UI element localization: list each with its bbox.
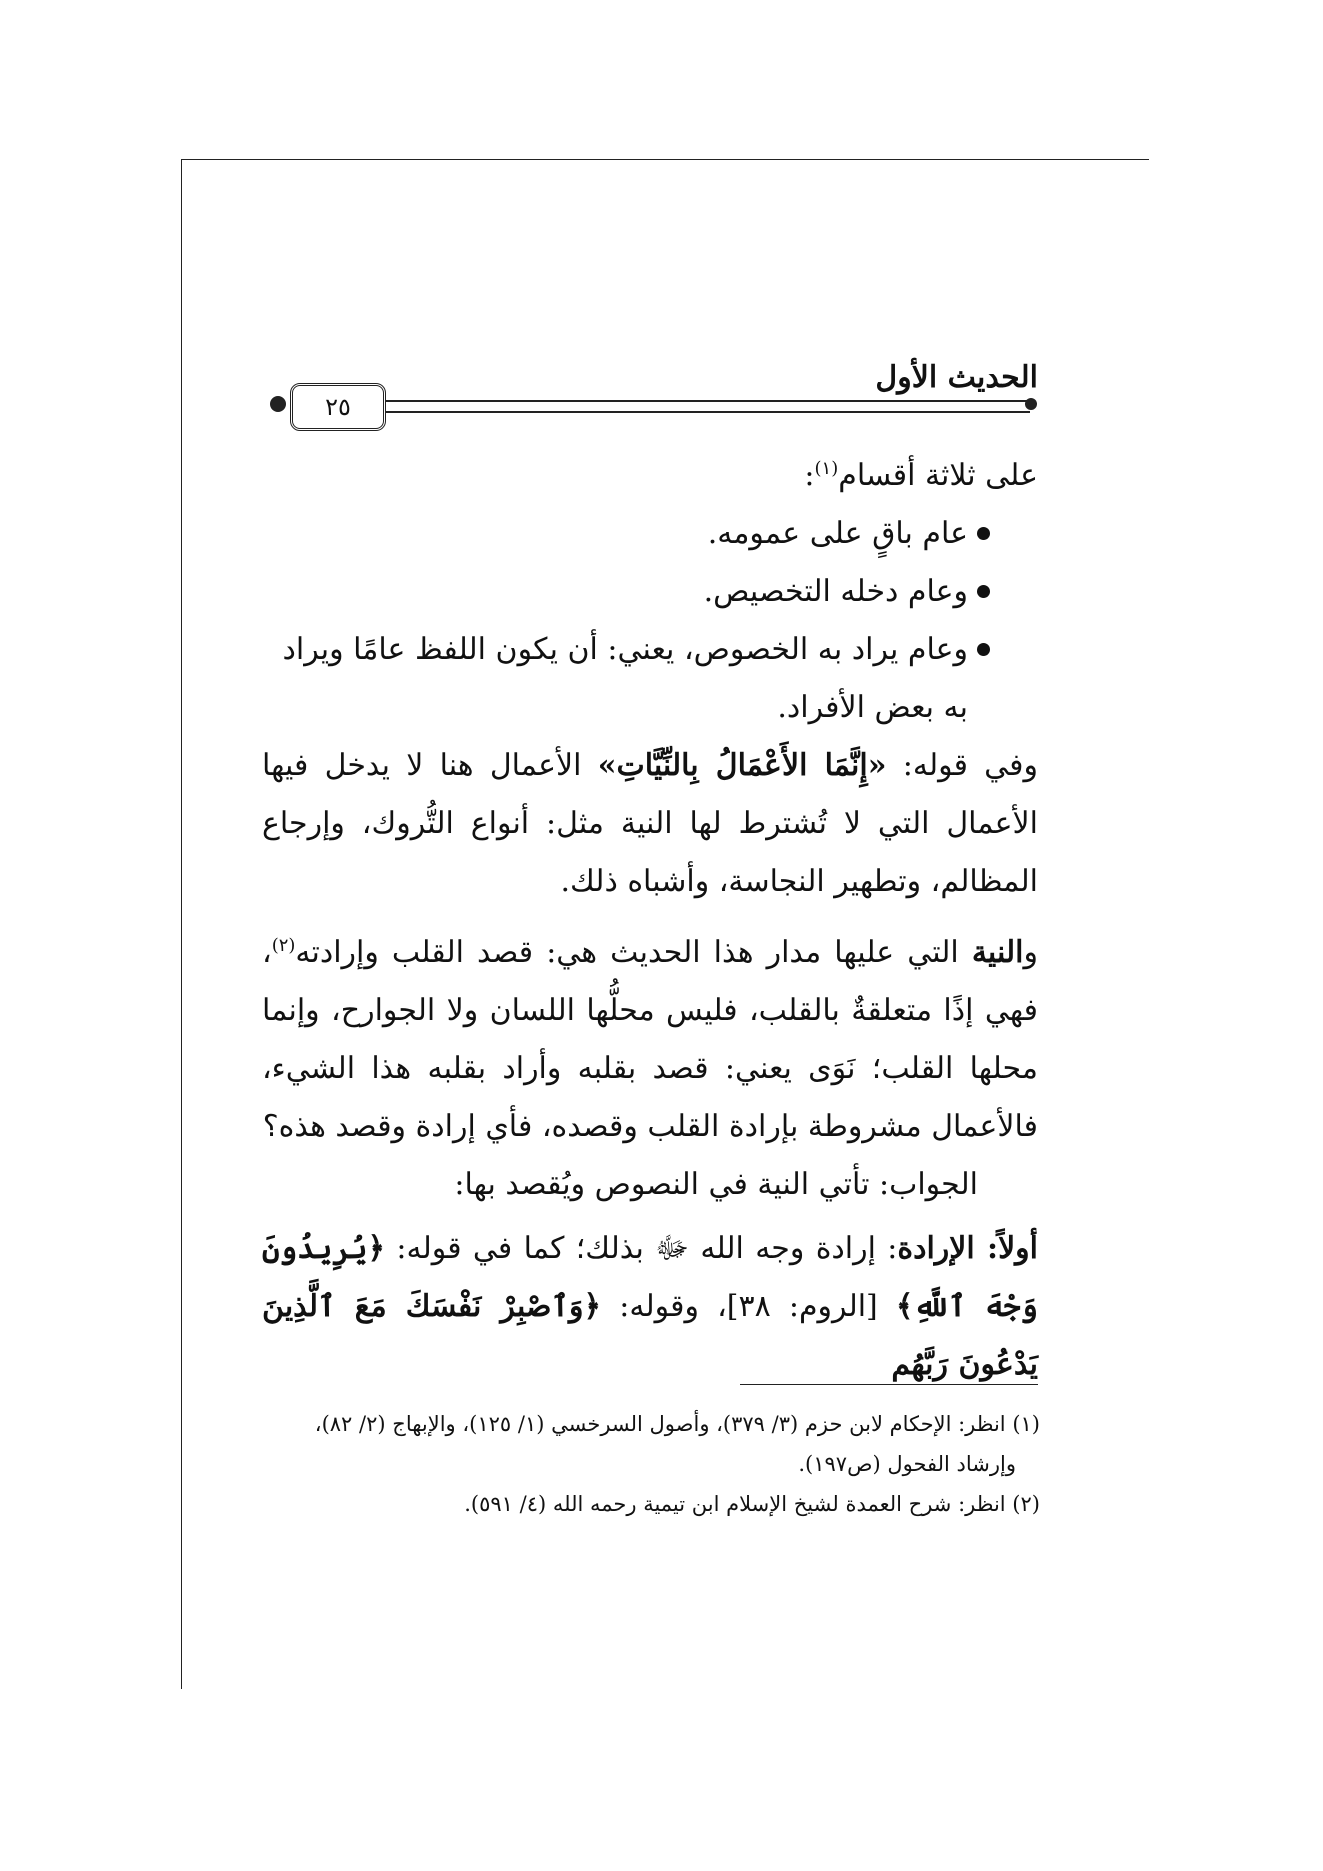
paragraph-intention [262,917,1038,1156]
footnote-ref-1[interactable]: (١) [814,458,839,479]
bullet-text: عام باقٍ على عمومه. [707,516,968,551]
bullet-item [262,621,1038,737]
bullet-icon [977,527,990,540]
footnote-1-continuation: وإرشاد الفحول (ص١٩٧). [798,1452,1016,1476]
text-run: [الروم: ٣٨]، وقوله: [601,1289,896,1324]
page-number: ٢٥ [290,383,386,431]
bullet-text: وعام دخله التخصيص. [703,574,968,609]
bullet-list [262,505,1038,737]
rule-end-ornament-right [1025,398,1037,410]
quran-verse-2: ﴿وَٱصْبِرْ نَفْسَكَ مَعَ ٱلَّذِينَ يَدْعُونَ رَبَّهُم [262,1289,1038,1382]
footnote-ref-2[interactable]: (٢) [271,935,296,956]
footnote-separator [740,1384,1038,1385]
intro-text: على ثلاثة أقسام [838,458,1038,493]
text-run: الأعمال هنا لا يدخل فيها الأعمال التي لا تُشترط لها النية مثل: أنواع التُّروك، وإرجاع المظالم، وتطهير النجاسة، وأشباه ذلك. [262,748,1038,899]
header-rule [300,400,1030,413]
rule-end-ornament-left [270,396,286,412]
bullet-text: وعام يراد به الخصوص، يعني: أن يكون اللفظ عامًا ويراد به بعض الأفراد. [282,632,968,725]
text-run: : إرادة وجه الله ﷻ بذلك؛ كما في قوله: [385,1231,898,1266]
hadith-quote: «إِنَّمَا الأَعْمَالُ بِالنِّيَّاتِ» [597,748,887,783]
footnote-2: (٢) انظر: شرح العمدة لشيخ الإسلام ابن تيمية رحمه الله (٤/ ٥٩١). [464,1492,1040,1516]
text-run: ، فهي إذًا متعلقةٌ بالقلب، فليس محلُّها اللسان ولا الجوارح، وإنما محلها القلب؛ نَوَى يعني: قصد بقلبه وأراد بقلبه هذا الشيء، فالأعمال مشروطة بإرادة القلب وقصده، فأي إرادة وقصد هذه؟ [262,935,1038,1144]
bullet-icon [977,585,990,598]
crop-mark-left [181,159,182,1689]
text-run: و [1023,935,1038,970]
main-text [262,440,1038,1394]
paragraph-hadith [262,737,1038,911]
intro-line [262,440,1038,505]
bullet-item [262,505,1038,563]
paragraph-first-meaning [262,1220,1038,1394]
footnotes [250,1404,1040,1524]
intro-colon: : [804,458,815,493]
paragraph-answer: الجواب: تأتي النية في النصوص ويُقصد بها: [454,1167,978,1202]
chapter-title: الحديث الأول [875,360,1038,395]
text-run: وفي قوله: [886,748,1039,783]
crop-mark-top [181,159,1149,160]
text-run: التي عليها مدار هذا الحديث هي: قصد القلب وإرادته [295,935,972,970]
keyword-intention: النية [971,935,1024,970]
footnote-1: (١) انظر: الإحكام لابن حزم (٣/ ٣٧٩)، وأصول السرخسي (١/ ١٢٥)، والإبهاج (٢/ ٨٢)، [314,1412,1040,1436]
keyword-will: أولاً: الإرادة [897,1231,1039,1266]
bullet-icon [977,643,990,656]
quran-verse-1: ﴿يُرِيدُونَ وَجْهَ ٱللَّهِ﴾ [262,1231,1038,1324]
bullet-item [262,563,1038,621]
